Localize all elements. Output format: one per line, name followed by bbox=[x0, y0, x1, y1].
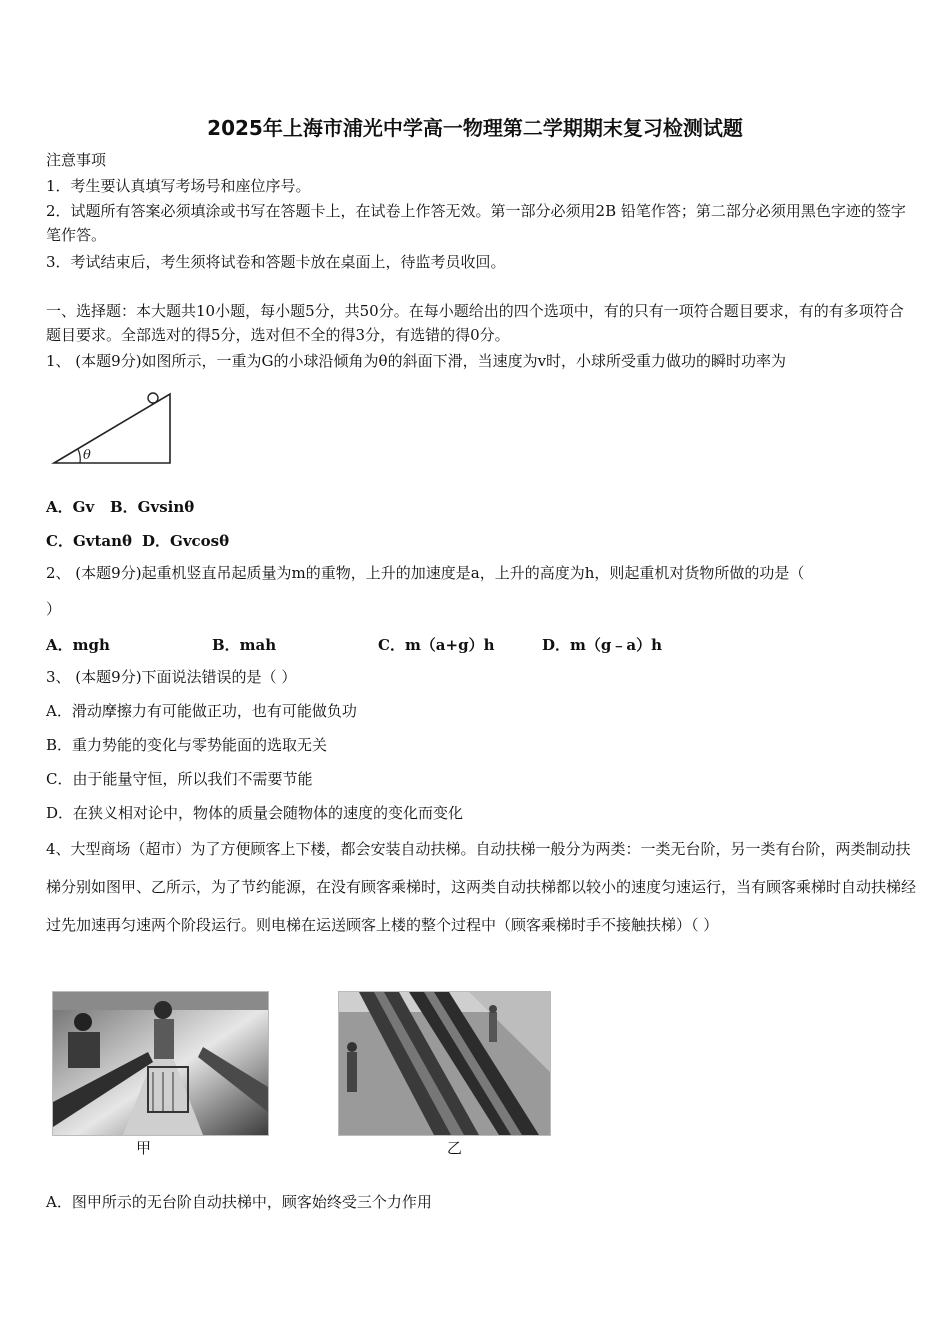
section-intro: 一、选择题：本大题共10小题，每小题5分，共50分。在每小题给出的四个选项中，有的只有一项符合题目要求，有的有多项符合题目要求。全部选对的得5分，选对但不全的得3分，有选错的得0分。 bbox=[46, 302, 904, 344]
notice-item-2: 2．试题所有答案必须填涂或书写在答题卡上，在试卷上作答无效。第一部分必须用2B 铅笔作答；第二部分必须用黑色字迹的签字笔作答。 bbox=[46, 202, 906, 244]
incline-figure bbox=[50, 388, 180, 468]
notice-heading: 注意事项 bbox=[46, 151, 107, 169]
ball-icon bbox=[148, 393, 158, 403]
q2-option-b: B．mah bbox=[212, 636, 277, 654]
q2-option-a: A．mgh bbox=[46, 636, 110, 654]
q3-option-a: A．滑动摩擦力有可能做正功，也有可能做负功 bbox=[46, 702, 357, 720]
q2-option-d: D．m（g﹣a）h bbox=[542, 636, 662, 654]
q3-option-b: B．重力势能的变化与零势能面的选取无关 bbox=[46, 736, 328, 754]
page-title: 2025年上海市浦光中学高一物理第二学期期末复习检测试题 bbox=[207, 116, 743, 140]
q4-stem: 4、大型商场（超市）为了方便顾客上下楼，都会安装自动扶梯。自动扶梯一般分为两类：一类无台阶，另一类有台阶，两类制动扶梯分别如图甲、乙所示，为了节约能源，在没有顾客乘梯时，这两类自动扶梯都以较小的速度匀速运行，当有顾客乘梯时自动扶梯经过先加速再匀速两个阶段运行。则电梯在运送顾客上楼的整个过程中（顾客乘梯时手不接触扶梯）（ ） bbox=[46, 840, 917, 934]
q1-option-d: D．Gvcosθ bbox=[142, 532, 230, 550]
notice-item-3: 3．考试结束后，考生须将试卷和答题卡放在桌面上，待监考员收回。 bbox=[46, 253, 506, 271]
q1-stem: 1、 (本题9分)如图所示，一重为G的小球沿倾角为θ的斜面下滑，当速度为v时，小球所受重力做功的瞬时功率为 bbox=[46, 352, 787, 370]
q1-option-c: C．Gvtanθ bbox=[46, 532, 133, 550]
escalator-photo-b bbox=[338, 991, 551, 1136]
q3-stem: 3、 (本题9分)下面说法错误的是（ ） bbox=[46, 668, 297, 686]
q1-option-b: B．Gvsinθ bbox=[110, 498, 195, 516]
q1-option-a: A．Gv bbox=[46, 498, 95, 516]
angle-label: θ bbox=[83, 448, 91, 463]
q4-option-a: A．图甲所示的无台阶自动扶梯中，顾客始终受三个力作用 bbox=[46, 1193, 432, 1211]
q2-option-c: C．m（a+g）h bbox=[378, 636, 495, 654]
caption-yi: 乙 bbox=[447, 1139, 463, 1157]
escalator-photo-a bbox=[52, 991, 269, 1136]
q3-option-d: D．在狭义相对论中，物体的质量会随物体的速度的变化而变化 bbox=[46, 804, 464, 822]
caption-jia: 甲 bbox=[136, 1139, 152, 1157]
notice-item-1: 1．考生要认真填写考场号和座位序号。 bbox=[46, 177, 311, 195]
q2-stem-end: ） bbox=[46, 600, 62, 618]
q3-option-c: C．由于能量守恒，所以我们不需要节能 bbox=[46, 770, 313, 788]
q2-stem: 2、 (本题9分)起重机竖直吊起质量为m的重物，上升的加速度是a，上升的高度为h，则起重机对货物所做的功是（ bbox=[46, 564, 805, 582]
